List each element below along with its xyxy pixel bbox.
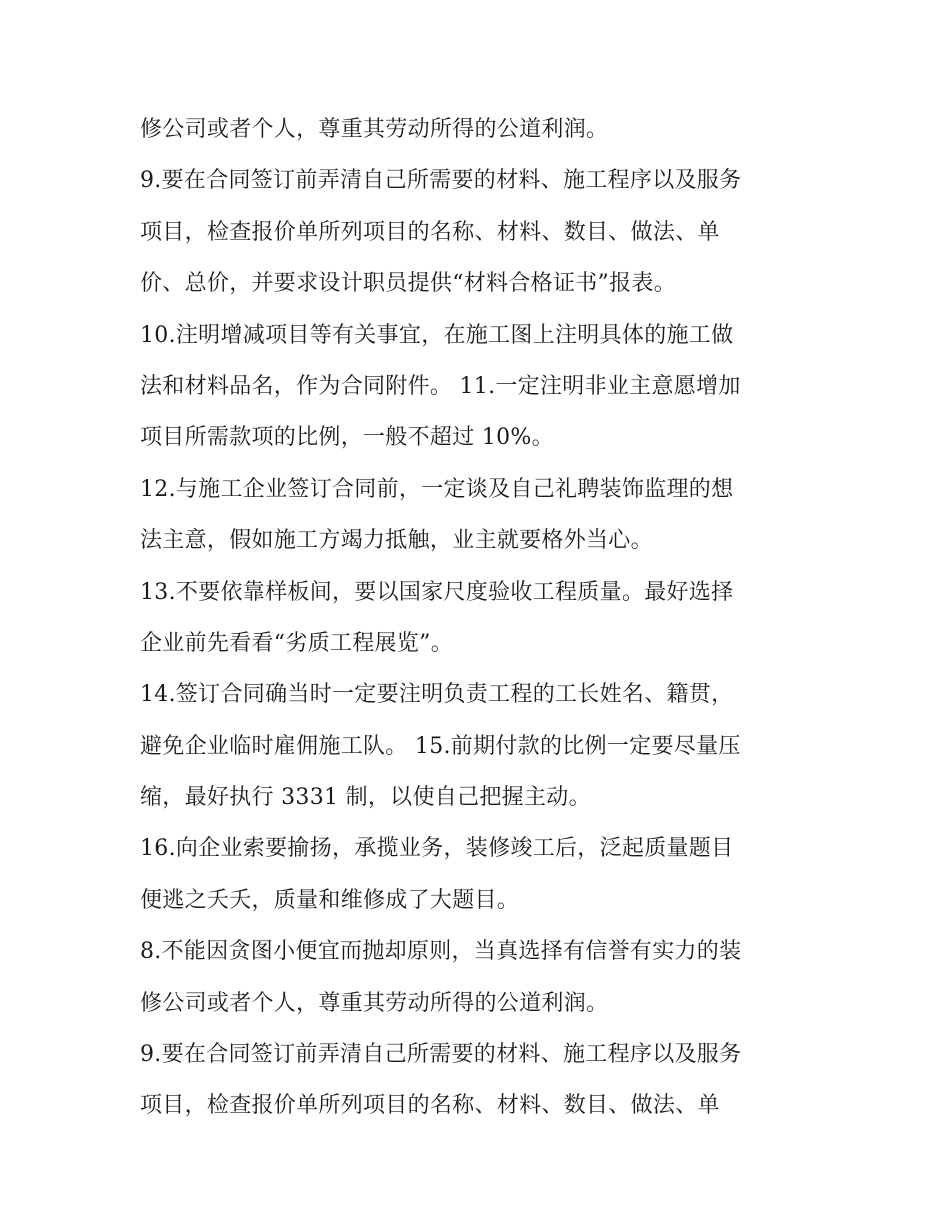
text-line: 价、总价，并要求设计职员提供“材料合格证书”报表。 xyxy=(140,271,676,297)
text-line: 法和材料品名，作为合同附件。 11.一定注明非业主意愿增加 xyxy=(140,373,741,399)
text-line: 便逃之夭夭，质量和维修成了大题目。 xyxy=(140,887,520,913)
text-line: 14.签订合同确当时一定要注明负责工程的工长姓名、籍贯， xyxy=(140,682,734,708)
text-line: 企业前先看看“劣质工程展览”。 xyxy=(140,630,453,656)
document-body xyxy=(140,104,820,1132)
text-line: 16.向企业索要揄扬，承揽业务，装修竣工后，泛起质量题目 xyxy=(140,836,734,862)
text-line: 12.与施工企业签订合同前，一定谈及自己礼聘装饰监理的想 xyxy=(140,476,734,502)
text-line: 修公司或者个人，尊重其劳动所得的公道利润。 xyxy=(140,117,609,142)
text-line: 修公司或者个人，尊重其劳动所得的公道利润。 xyxy=(140,990,609,1016)
text-line: 13.不要依靠样板间，要以国家尺度验收工程质量。最好选择 xyxy=(140,579,734,605)
text-line: 9.要在合同签订前弄清自己所需要的材料、施工程序以及服务 xyxy=(140,1042,742,1068)
text-line: 10.注明增减项目等有关事宜，在施工图上注明具体的施工做 xyxy=(140,322,734,348)
text-line: 项目，检查报价单所列项目的名称、材料、数目、做法、单 xyxy=(140,1093,720,1119)
text-line: 项目，检查报价单所列项目的名称、材料、数目、做法、单 xyxy=(140,219,720,245)
text-line: 缩，最好执行 3331 制，以使自己把握主动。 xyxy=(140,785,591,811)
text-line: 项目所需款项的比例，一般不超过 10%。 xyxy=(140,425,554,451)
text-line: 8.不能因贪图小便宜而抛却原则，当真选择有信誉有实力的装 xyxy=(140,939,742,965)
text-line: 避免企业临时雇佣施工队。 15.前期付款的比例一定要尽量压 xyxy=(140,733,741,759)
text-line: 法主意，假如施工方竭力抵触，业主就要格外当心。 xyxy=(140,528,653,554)
text-line: 9.要在合同签订前弄清自己所需要的材料、施工程序以及服务 xyxy=(140,168,742,194)
